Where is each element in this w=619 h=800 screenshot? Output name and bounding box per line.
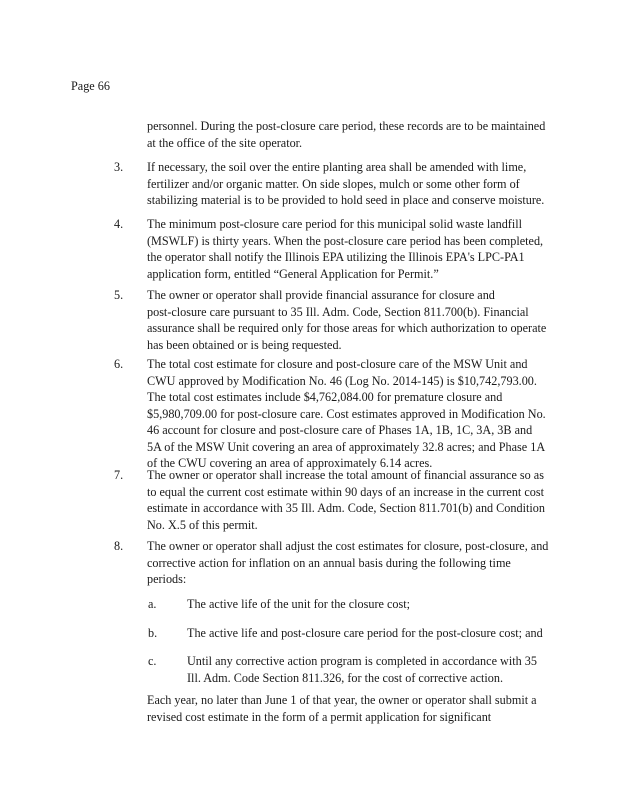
text-line: If necessary, the soil over the entire planting area shall be amended with lime, xyxy=(147,160,527,174)
text-line: personnel. During the post-closure care period, these records are to be maintained xyxy=(147,119,546,133)
text-line: of the CWU covering an area of approximately 6.14 acres. xyxy=(147,456,433,470)
item-5-paragraph xyxy=(147,287,557,353)
sub-item-c-text xyxy=(187,653,557,686)
text-line: The total cost estimate for closure and post-closure care of the MSW Unit and xyxy=(147,357,528,371)
item-number: 7. xyxy=(114,468,124,482)
item-number: 5. xyxy=(114,288,124,302)
item-number: 4. xyxy=(114,217,124,231)
text-line: No. X.5 of this permit. xyxy=(147,517,258,532)
item-6-paragraph xyxy=(147,356,557,472)
item-7-paragraph xyxy=(147,467,557,533)
text-line: CWU approved by Modification No. 46 (Log No. 2014-145) is $10,742,793.00. xyxy=(147,373,537,388)
item-number: 8. xyxy=(114,539,124,553)
text-line: at the office of the site operator. xyxy=(147,135,303,150)
sub-item-letter: b. xyxy=(148,626,158,640)
text-line: application form, entitled “General Application for Permit.” xyxy=(147,266,439,281)
text-line: has been obtained or is being requested. xyxy=(147,337,342,352)
text-line: The total cost estimates include $4,762,084.00 for premature closure and xyxy=(147,390,503,404)
text-line: The active life of the unit for the closure cost; xyxy=(187,597,411,611)
text-line: revised cost estimate in the form of a permit application for significant xyxy=(147,709,492,724)
text-line: Ill. Adm. Code Section 811.326, for the cost of corrective action. xyxy=(187,670,504,685)
text-line: estimate in accordance with 35 Ill. Adm. Code, Section 811.701(b) and Condition xyxy=(147,501,545,515)
sub-item-letter: c. xyxy=(148,654,157,668)
text-line: post-closure care pursuant to 35 Ill. Adm. Code, Section 811.700(b). Financial xyxy=(147,304,529,319)
text-line: assurance shall be required only for those areas for which authorization to operate xyxy=(147,321,547,335)
item-number: 6. xyxy=(114,357,124,371)
text-line: The minimum post-closure care period for this municipal solid waste landfill xyxy=(147,217,523,231)
item-8-paragraph xyxy=(147,538,557,588)
sub-item-b-text xyxy=(187,625,557,642)
intro-paragraph xyxy=(147,118,557,151)
item-number: 3. xyxy=(114,160,124,174)
text-line: 5A of the MSW Unit covering an area of approximately 32.8 acres; and Phase 1A xyxy=(147,439,546,454)
text-line: $5,980,709.00 for post-closure care. Cost estimates approved in Modification No. xyxy=(147,406,546,421)
item-3-paragraph xyxy=(147,159,557,209)
text-line: stabilizing material is to be provided to hold seed in place and conserve moisture. xyxy=(147,193,545,207)
sub-item-a-text xyxy=(187,596,557,613)
text-line: (MSWLF) is thirty years. When the post-closure care period has been completed, xyxy=(147,233,544,248)
text-line: The owner or operator shall increase the total amount of financial assurance so as xyxy=(147,468,544,482)
text-line: The owner or operator shall provide financial assurance for closure and xyxy=(147,288,495,302)
text-line: periods: xyxy=(147,572,187,586)
text-line: the operator shall notify the Illinois EPA utilizing the Illinois EPA's LPC-PA1 xyxy=(147,250,525,264)
text-line: 46 account for closure and post-closure care of Phases 1A, 1B, 1C, 3A, 3B and xyxy=(147,423,533,437)
text-line: corrective action for inflation on an annual basis during the following time xyxy=(147,555,511,570)
sub-item-letter: a. xyxy=(148,597,157,611)
text-line: Until any corrective action program is completed in accordance with 35 xyxy=(187,654,537,668)
closing-paragraph xyxy=(147,692,557,725)
text-line: fertilizer and/or organic matter. On side slopes, mulch or some other form of xyxy=(147,176,520,191)
text-line: to equal the current cost estimate within 90 days of an increase in the current cost xyxy=(147,484,544,499)
page-number: Page 66 xyxy=(71,79,110,93)
item-4-paragraph xyxy=(147,216,557,282)
text-line: Each year, no later than June 1 of that year, the owner or operator shall submit a xyxy=(147,693,537,707)
text-line: The owner or operator shall adjust the cost estimates for closure, post-closure, and xyxy=(147,539,549,553)
text-line: The active life and post-closure care period for the post-closure cost; and xyxy=(187,626,543,640)
